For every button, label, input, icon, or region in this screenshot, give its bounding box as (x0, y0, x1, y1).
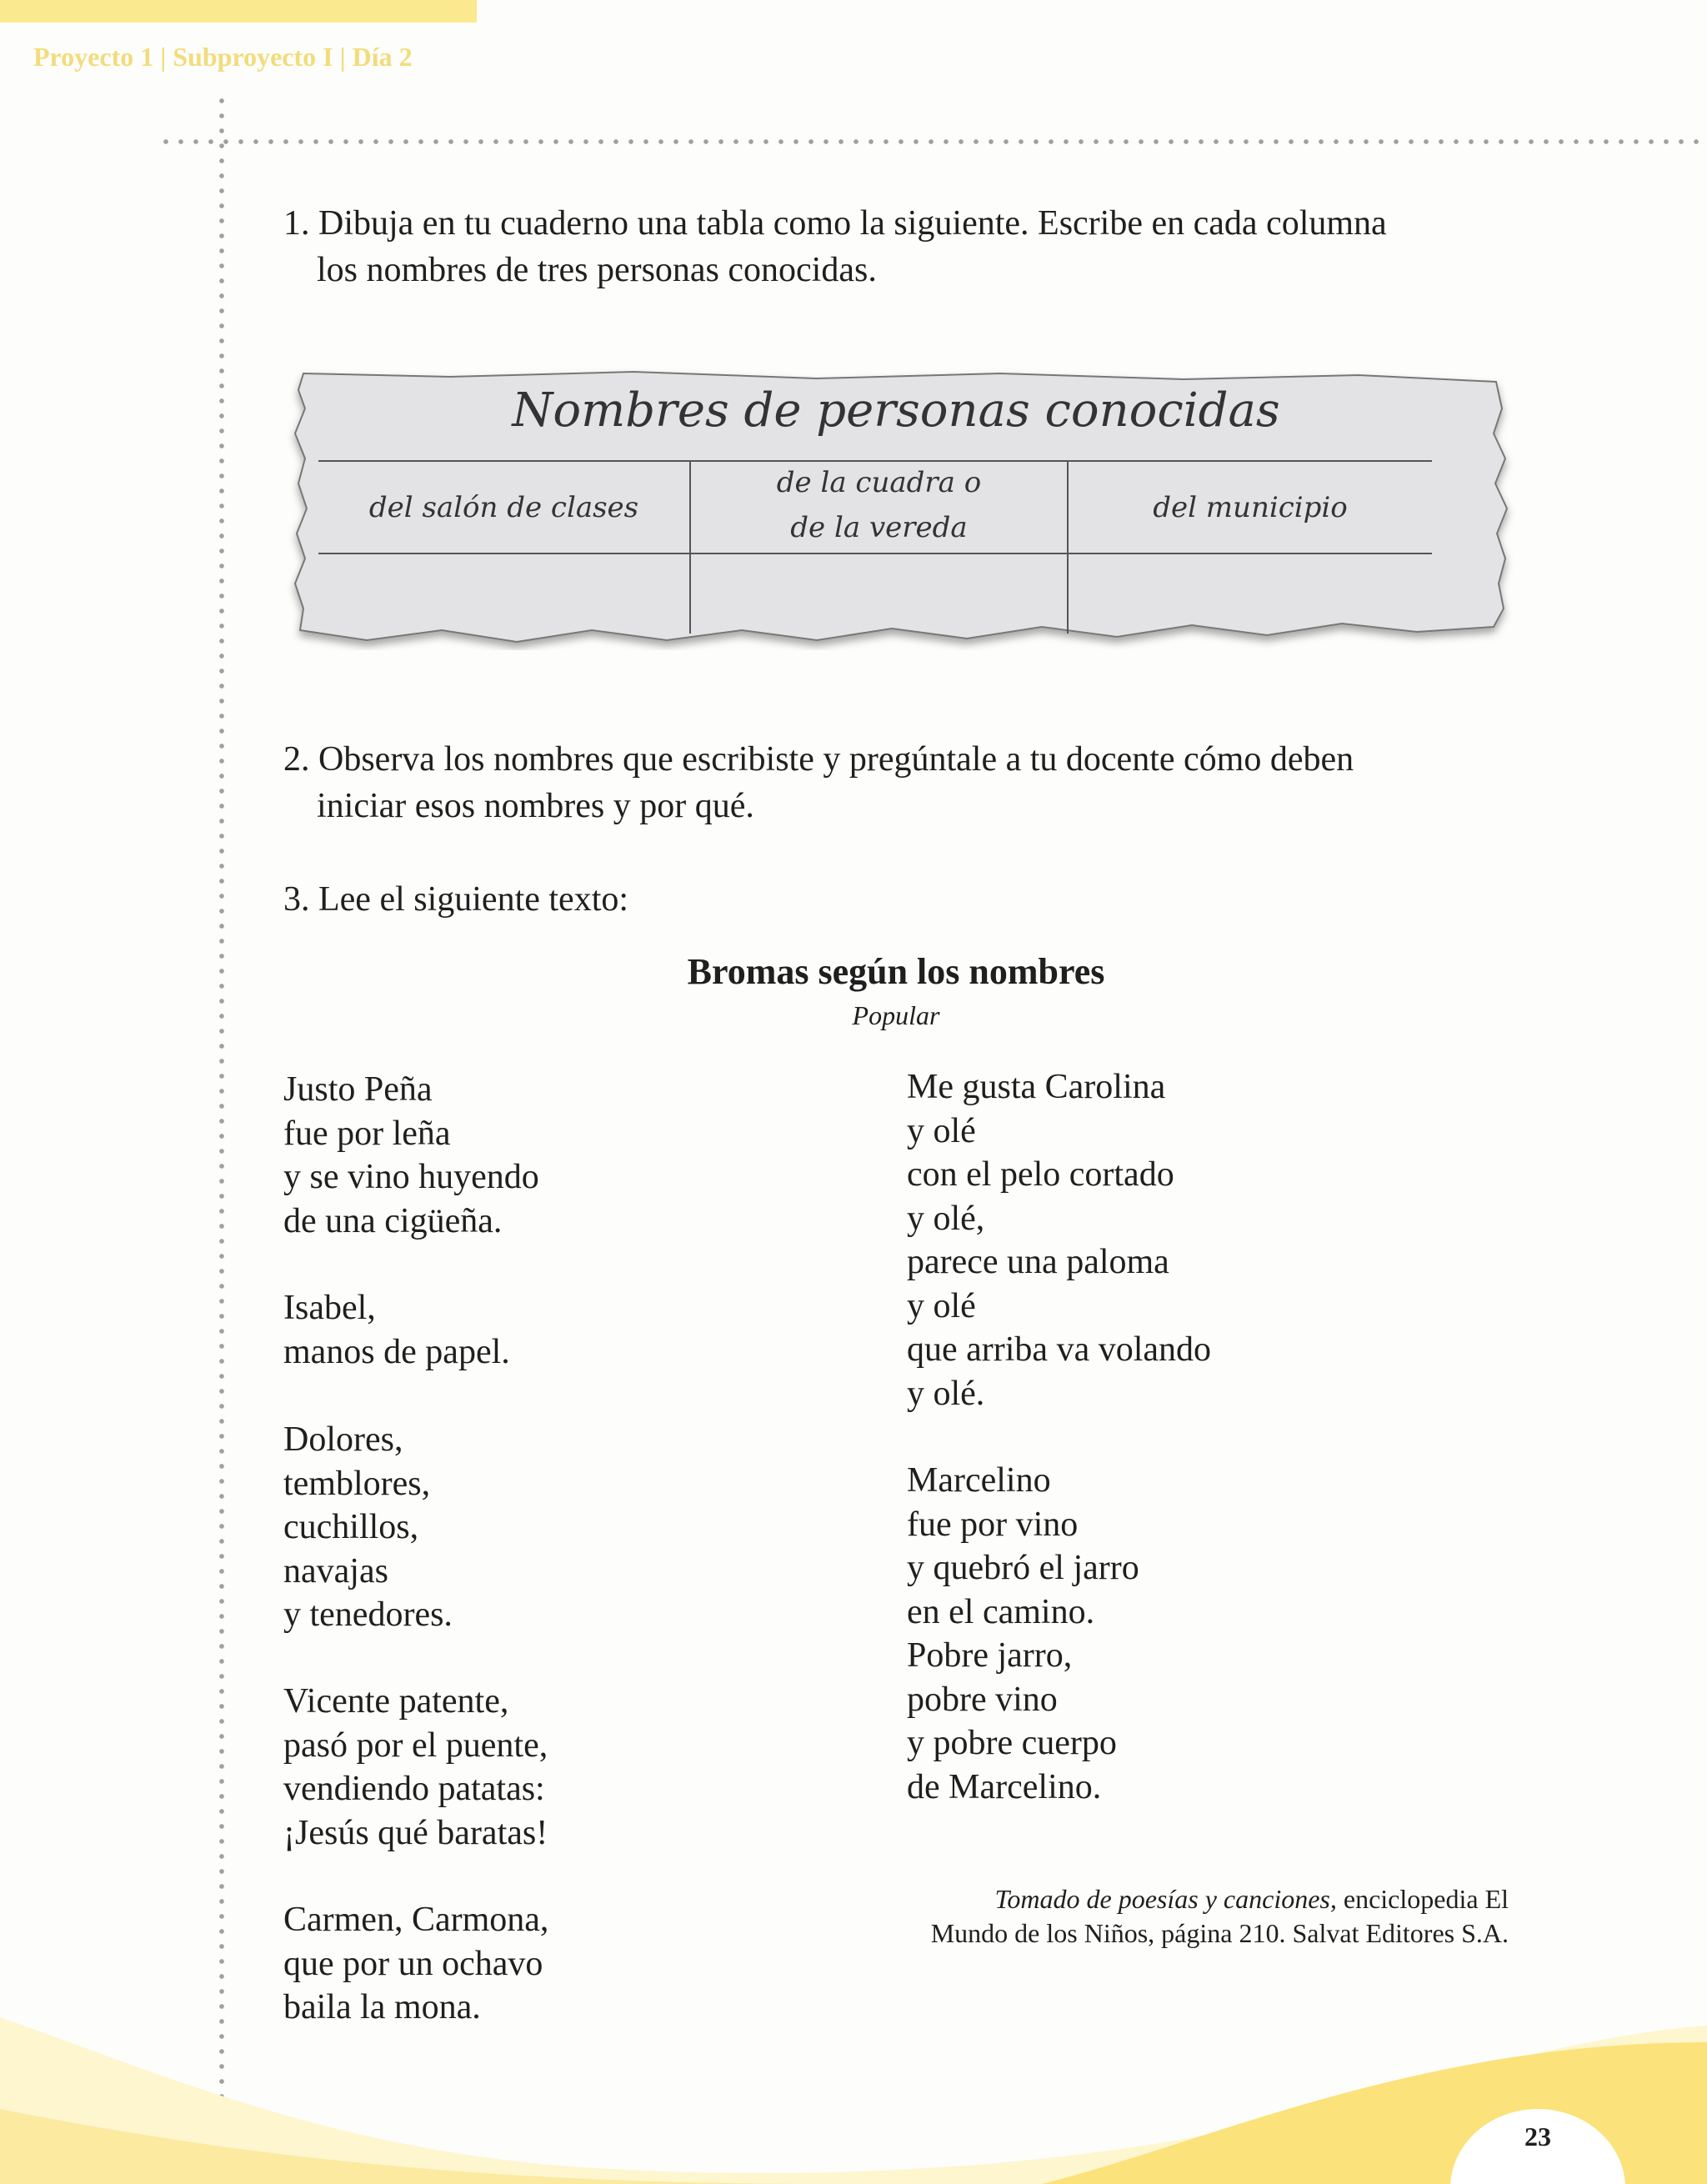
poem-line: cuchillos, (283, 1508, 419, 1546)
poem-line: y olé (907, 1111, 976, 1150)
poem-line: Carmen, Carmona, (283, 1901, 549, 1939)
stanza-justo-pena (283, 1068, 539, 1243)
poem-line: y quebró el jarro (907, 1549, 1139, 1587)
poem-line: fue por vino (907, 1505, 1079, 1544)
poem-line: Justo Peña (283, 1070, 433, 1109)
stanza-vicente (283, 1680, 548, 1855)
poem-line: en el camino. (907, 1592, 1095, 1631)
top-accent-bar (0, 0, 477, 23)
breadcrumb: Proyecto 1 | Subproyecto I | Día 2 (33, 42, 413, 72)
poem-line: fue por leña (283, 1114, 451, 1153)
poem-line: que arriba va volando (907, 1330, 1212, 1369)
instruction-2-line-1: 2. Observa los nombres que escribiste y pregúntale a tu docente cómo deben (283, 740, 1354, 779)
poem-line: manos de papel. (283, 1332, 510, 1371)
source-credit (833, 1882, 1509, 1951)
instruction-3: 3. Lee el siguiente texto: (283, 880, 629, 919)
poem-line: temblores, (283, 1464, 431, 1503)
horizontal-dotted-divider (158, 139, 1707, 144)
poem-line: y olé (907, 1286, 976, 1325)
column-header-cuadra-line-1: de la cuadra o (776, 466, 982, 499)
instruction-2 (283, 736, 1567, 829)
poem-line: y olé. (907, 1374, 985, 1413)
poem-line: Marcelino (907, 1461, 1051, 1500)
poem-author: Popular (852, 1000, 940, 1030)
names-table (283, 358, 1517, 650)
poem-line: vendiendo patatas: (283, 1770, 545, 1808)
poem-title: Bromas según los nombres (687, 951, 1105, 992)
column-header-cuadra (691, 460, 1067, 550)
stanza-isabel (283, 1286, 510, 1374)
column-header-cuadra-line-2: de la vereda (790, 511, 968, 544)
poem-line: de Marcelino. (907, 1767, 1102, 1806)
poem-line: Vicente patente, (283, 1682, 509, 1721)
bottom-wave-decoration (0, 1984, 1707, 2184)
poem-line: con el pelo cortado (907, 1155, 1174, 1194)
table-rule-bottom (318, 553, 1432, 554)
column-header-municipio: del municipio (1153, 491, 1348, 524)
poem-line: Isabel, (283, 1289, 376, 1327)
column-header-salon: del salón de clases (368, 491, 639, 524)
poem-line: Me gusta Carolina (907, 1068, 1166, 1106)
poem-line: Pobre jarro, (907, 1636, 1073, 1675)
table-title: Nombres de personas conocidas (512, 383, 1280, 438)
poem-line: navajas (283, 1551, 388, 1590)
poem-line: y pobre cuerpo (907, 1724, 1117, 1762)
instruction-1-line-2: los nombres de tres personas conocidas. (317, 251, 877, 289)
poem-line: baila la mona. (283, 1988, 481, 2026)
stanza-carolina (907, 1065, 1211, 1415)
poem-line: pobre vino (907, 1680, 1058, 1719)
poem-line: y olé, (907, 1199, 985, 1238)
instruction-1 (283, 200, 1567, 293)
poem-line: pasó por el puente, (283, 1726, 548, 1765)
poem-line: parece una paloma (907, 1243, 1169, 1281)
poem-line: de una cigüeña. (283, 1201, 503, 1240)
poem-line: y tenedores. (283, 1595, 453, 1634)
poem-line: y se vino huyendo (283, 1158, 539, 1196)
credit-rest: enciclopedia El (1336, 1884, 1509, 1914)
poem-line: ¡Jesús qué baratas! (283, 1813, 548, 1852)
instruction-1-line-1: 1. Dibuja en tu cuaderno una tabla como la siguiente. Escribe en cada columna (283, 204, 1387, 243)
page-number: 23 (1524, 2121, 1551, 2151)
instruction-2-line-2: iniciar esos nombres y por qué. (317, 787, 754, 825)
stanza-marcelino (907, 1459, 1139, 1809)
poem-line: Dolores, (283, 1420, 403, 1459)
poem-line: que por un ochavo (283, 1944, 543, 1983)
credit-italic: Tomado de poesías y canciones, (994, 1884, 1337, 1914)
credit-line-2: Mundo de los Niños, página 210. Salvat Editores S.A. (930, 1918, 1509, 1948)
stanza-dolores (283, 1418, 453, 1637)
vertical-dotted-divider (219, 93, 224, 2184)
